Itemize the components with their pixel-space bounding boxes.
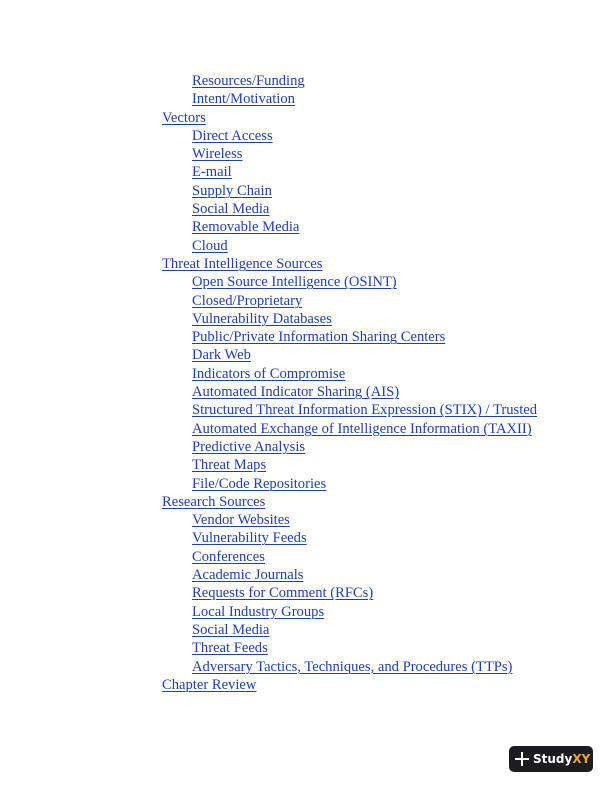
toc-link[interactable]: Vulnerability Feeds — [192, 530, 307, 547]
toc-subsection-entry — [0, 218, 552, 236]
toc-subsection-entry — [0, 72, 552, 90]
toc-link[interactable]: Local Industry Groups — [192, 603, 325, 620]
toc-subsection-entry — [0, 310, 552, 328]
toc-link[interactable]: Research Sources — [162, 493, 266, 510]
toc-link[interactable]: Public/Private Information Sharing Centers — [192, 329, 446, 346]
toc-link[interactable]: Requests for Comment (RFCs) — [192, 585, 374, 602]
toc-subsection-entry — [0, 365, 552, 383]
toc-section-entry — [0, 493, 612, 511]
toc-subsection-entry — [0, 658, 552, 676]
toc-link[interactable]: Structured Threat Information Expression (STIX) / Trusted Automated Exchange of Intelligence Information (TAXII) — [192, 402, 538, 437]
toc-link[interactable]: Chapter Review — [162, 676, 257, 693]
toc-subsection-entry — [0, 145, 552, 163]
toc-subsection-entry — [0, 603, 552, 621]
toc-subsection-entry — [0, 200, 552, 218]
toc-link[interactable]: Cloud — [192, 237, 228, 254]
toc-link[interactable]: Removable Media — [192, 219, 300, 236]
toc-subsection-entry — [0, 182, 552, 200]
toc-subsection-entry — [0, 383, 552, 401]
toc-subsection-entry — [0, 529, 552, 547]
toc-link[interactable]: Threat Maps — [192, 457, 267, 474]
toc-link[interactable]: Dark Web — [192, 347, 251, 364]
toc-link[interactable]: Vectors — [162, 109, 206, 126]
toc-link[interactable]: Wireless — [192, 146, 243, 163]
badge-text-primary: Study — [533, 752, 573, 766]
toc-subsection-entry — [0, 566, 552, 584]
toc-link[interactable]: Open Source Intelligence (OSINT) — [192, 274, 397, 291]
toc-link[interactable]: Vendor Websites — [192, 512, 290, 529]
toc-subsection-entry — [0, 548, 552, 566]
toc-link[interactable]: Social Media — [192, 201, 270, 218]
badge-text-accent: XY — [572, 752, 591, 766]
toc-subsection-entry — [0, 163, 552, 181]
toc-subsection-entry — [0, 273, 552, 291]
toc-subsection-entry — [0, 237, 552, 255]
toc-link[interactable]: Predictive Analysis — [192, 438, 306, 455]
toc-link[interactable]: Indicators of Compromise — [192, 365, 346, 382]
toc-link[interactable]: Intent/Motivation — [192, 91, 295, 108]
toc-subsection-entry — [0, 346, 552, 364]
toc-subsection-entry — [0, 328, 552, 346]
plus-icon — [515, 752, 529, 766]
toc-link[interactable]: Direct Access — [192, 127, 273, 144]
toc-section-entry — [0, 676, 612, 694]
toc-link[interactable]: Adversary Tactics, Techniques, and Procedures (TTPs) — [192, 658, 513, 675]
toc-link[interactable]: Social Media — [192, 621, 270, 638]
toc-subsection-entry — [0, 621, 552, 639]
toc-link[interactable]: Academic Journals — [192, 567, 304, 584]
toc-link[interactable]: Closed/Proprietary — [192, 292, 303, 309]
toc-link[interactable]: Supply Chain — [192, 182, 272, 199]
toc-subsection-entry — [0, 511, 552, 529]
toc-subsection-entry — [0, 475, 552, 493]
toc-subsection-entry — [0, 584, 552, 602]
toc-subsection-entry — [0, 401, 552, 438]
studyxy-badge[interactable] — [509, 746, 593, 772]
toc-subsection-entry — [0, 90, 552, 108]
toc-link[interactable]: Resources/Funding — [192, 73, 305, 89]
toc-link[interactable]: E-mail — [192, 164, 232, 181]
toc-link[interactable]: Threat Feeds — [192, 640, 268, 657]
toc-subsection-entry — [0, 292, 552, 310]
toc-section-entry — [0, 109, 612, 127]
toc-link[interactable]: Vulnerability Databases — [192, 310, 332, 327]
toc-link[interactable]: Threat Intelligence Sources — [162, 255, 323, 272]
toc-link[interactable]: File/Code Repositories — [192, 475, 327, 492]
toc-subsection-entry — [0, 639, 552, 657]
table-of-contents — [0, 72, 612, 694]
toc-section-entry — [0, 255, 612, 273]
toc-link[interactable]: Conferences — [192, 548, 265, 565]
toc-link[interactable]: Automated Indicator Sharing (AIS) — [192, 384, 400, 401]
toc-subsection-entry — [0, 456, 552, 474]
toc-subsection-entry — [0, 127, 552, 145]
toc-subsection-entry — [0, 438, 552, 456]
